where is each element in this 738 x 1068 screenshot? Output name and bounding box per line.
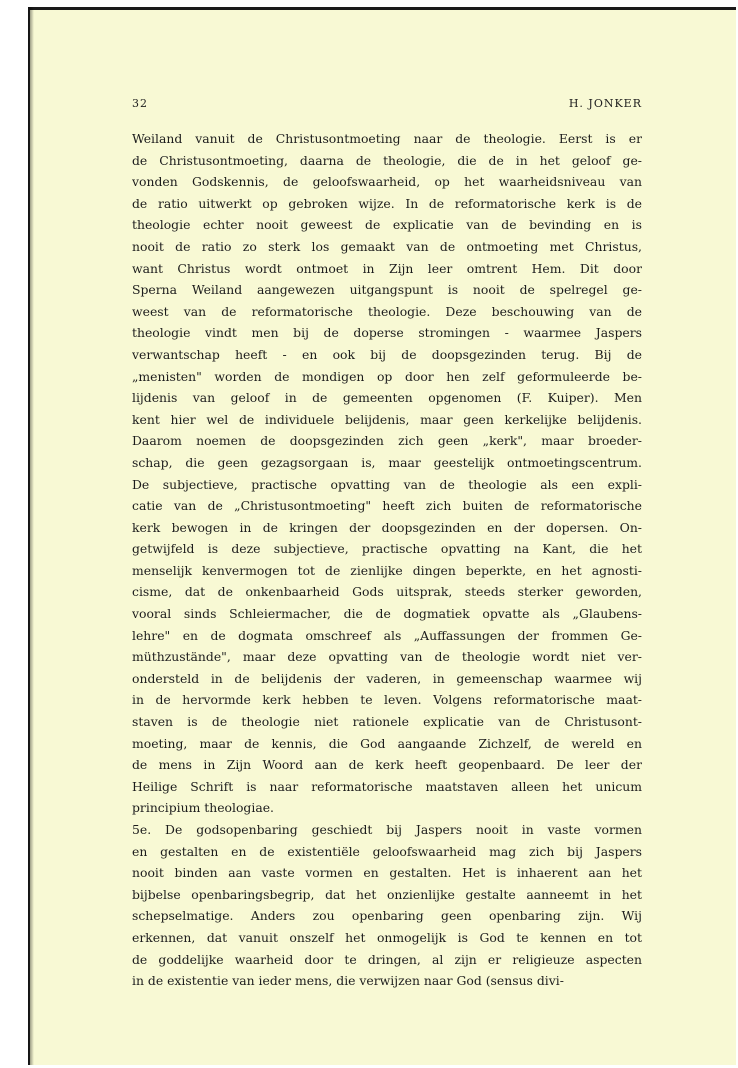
text-line: theologie vindt men bij de doperse stromingen - waarmee Jaspers (132, 325, 642, 341)
text-line: Daarom noemen de doopsgezinden zich geen „kerk", maar broeder- (132, 433, 642, 449)
text-line: Heilige Schrift is naar reformatorische maatstaven alleen het unicum (132, 778, 642, 794)
text-line: de goddelijke waarheid door te dringen, al zijn er religieuze aspecten (132, 951, 642, 967)
text-line: in de hervormde kerk hebben te leven. Volgens reformatorische maat- (132, 692, 642, 708)
page-number: 32 (132, 97, 148, 110)
text-line: de mens in Zijn Woord aan de kerk heeft geopenbaard. De leer der (132, 757, 642, 773)
text-line: schepselmatige. Anders zou openbaring geen openbaring zijn. Wij (132, 908, 642, 924)
text-line: kent hier wel de individuele belijdenis, maar geen kerkelijke belijdenis. (132, 411, 642, 427)
text-line: nooit binden aan vaste vormen en gestalten. Het is inhaerent aan het (132, 865, 642, 881)
text-line: cisme, dat de onkenbaarheid Gods uitsprak, steeds sterker geworden, (132, 584, 642, 600)
text-line: vonden Godskennis, de geloofswaarheid, op het waarheidsniveau van (132, 174, 642, 190)
text-line: theologie echter nooit geweest de explicatie van de bevinding en is (132, 217, 642, 233)
text-line: bijbelse openbaringsbegrip, dat het onzienlijke gestalte aanneemt in het (132, 886, 642, 902)
text-line: in de existentie van ieder mens, die verwijzen naar God (sensus divi- (132, 973, 564, 989)
text-line: want Christus wordt ontmoet in Zijn leer omtrent Hem. Dit door (132, 260, 642, 276)
text-line: getwijfeld is deze subjectieve, practische opvatting na Kant, die het (132, 541, 642, 557)
text-line: lehre" en de dogmata omschreef als „Auffassungen der frommen Ge- (132, 627, 642, 643)
text-line: kerk bewogen in de kringen der doopsgezinden en der dopersen. On- (132, 519, 642, 535)
text-line: lijdenis van geloof in de gemeenten opgenomen (F. Kuiper). Men (132, 390, 642, 406)
text-line: en gestalten en de existentiële geloofswaarheid mag zich bij Jaspers (132, 843, 642, 859)
text-line: Weiland vanuit de Christusontmoeting naar de theologie. Eerst is er (132, 131, 642, 146)
text-line: vooral sinds Schleiermacher, die de dogmatiek opvatte als „Glaubens- (132, 606, 642, 622)
text-line: erkennen, dat vanuit onszelf het onmogelijk is God te kennen en tot (132, 929, 642, 945)
text-line: 5e. De godsopenbaring geschiedt bij Jaspers nooit in vaste vormen (132, 822, 642, 837)
text-line: ondersteld in de belijdenis der vaderen, in gemeenschap waarmee wij (132, 670, 642, 686)
text-line: „menisten" worden de mondigen op door hen zelf geformuleerde be- (132, 368, 642, 384)
text-line: de Christusontmoeting, daarna de theologie, die de in het geloof ge- (132, 152, 642, 168)
text-line: schap, die geen gezagsorgaan is, maar geestelijk ontmoetingscentrum. (132, 454, 642, 470)
text-line: verwantschap heeft - en ook bij de doopsgezinden terug. Bij de (132, 346, 642, 362)
text-line: müthzustände", maar deze opvatting van de theologie wordt niet ver- (132, 649, 642, 665)
body-text (132, 128, 642, 992)
text-line: Sperna Weiland aangewezen uitgangspunt is nooit de spelregel ge- (132, 282, 642, 298)
text-line: menselijk kenvermogen tot de zienlijke dingen beperkte, en het agnosti- (132, 562, 642, 578)
text-line: weest van de reformatorische theologie. Deze beschouwing van de (132, 303, 642, 319)
page-header (132, 97, 642, 113)
scan-edge-shadow (28, 7, 34, 1065)
text-line: nooit de ratio zo sterk los gemaakt van de ontmoeting met Christus, (132, 238, 642, 254)
running-head: H. JONKER (568, 97, 642, 110)
text-line: De subjectieve, practische opvatting van de theologie als een expli- (132, 476, 642, 492)
text-line: staven is de theologie niet rationele explicatie van de Christusont- (132, 714, 642, 730)
text-line: de ratio uitwerkt op gebroken wijze. In de reformatorische kerk is de (132, 195, 642, 211)
text-line: principium theologiae. (132, 800, 274, 816)
text-line: catie van de „Christusontmoeting" heeft zich buiten de reformatorische (132, 498, 642, 514)
text-line: moeting, maar de kennis, die God aangaande Zichzelf, de wereld en (132, 735, 642, 751)
